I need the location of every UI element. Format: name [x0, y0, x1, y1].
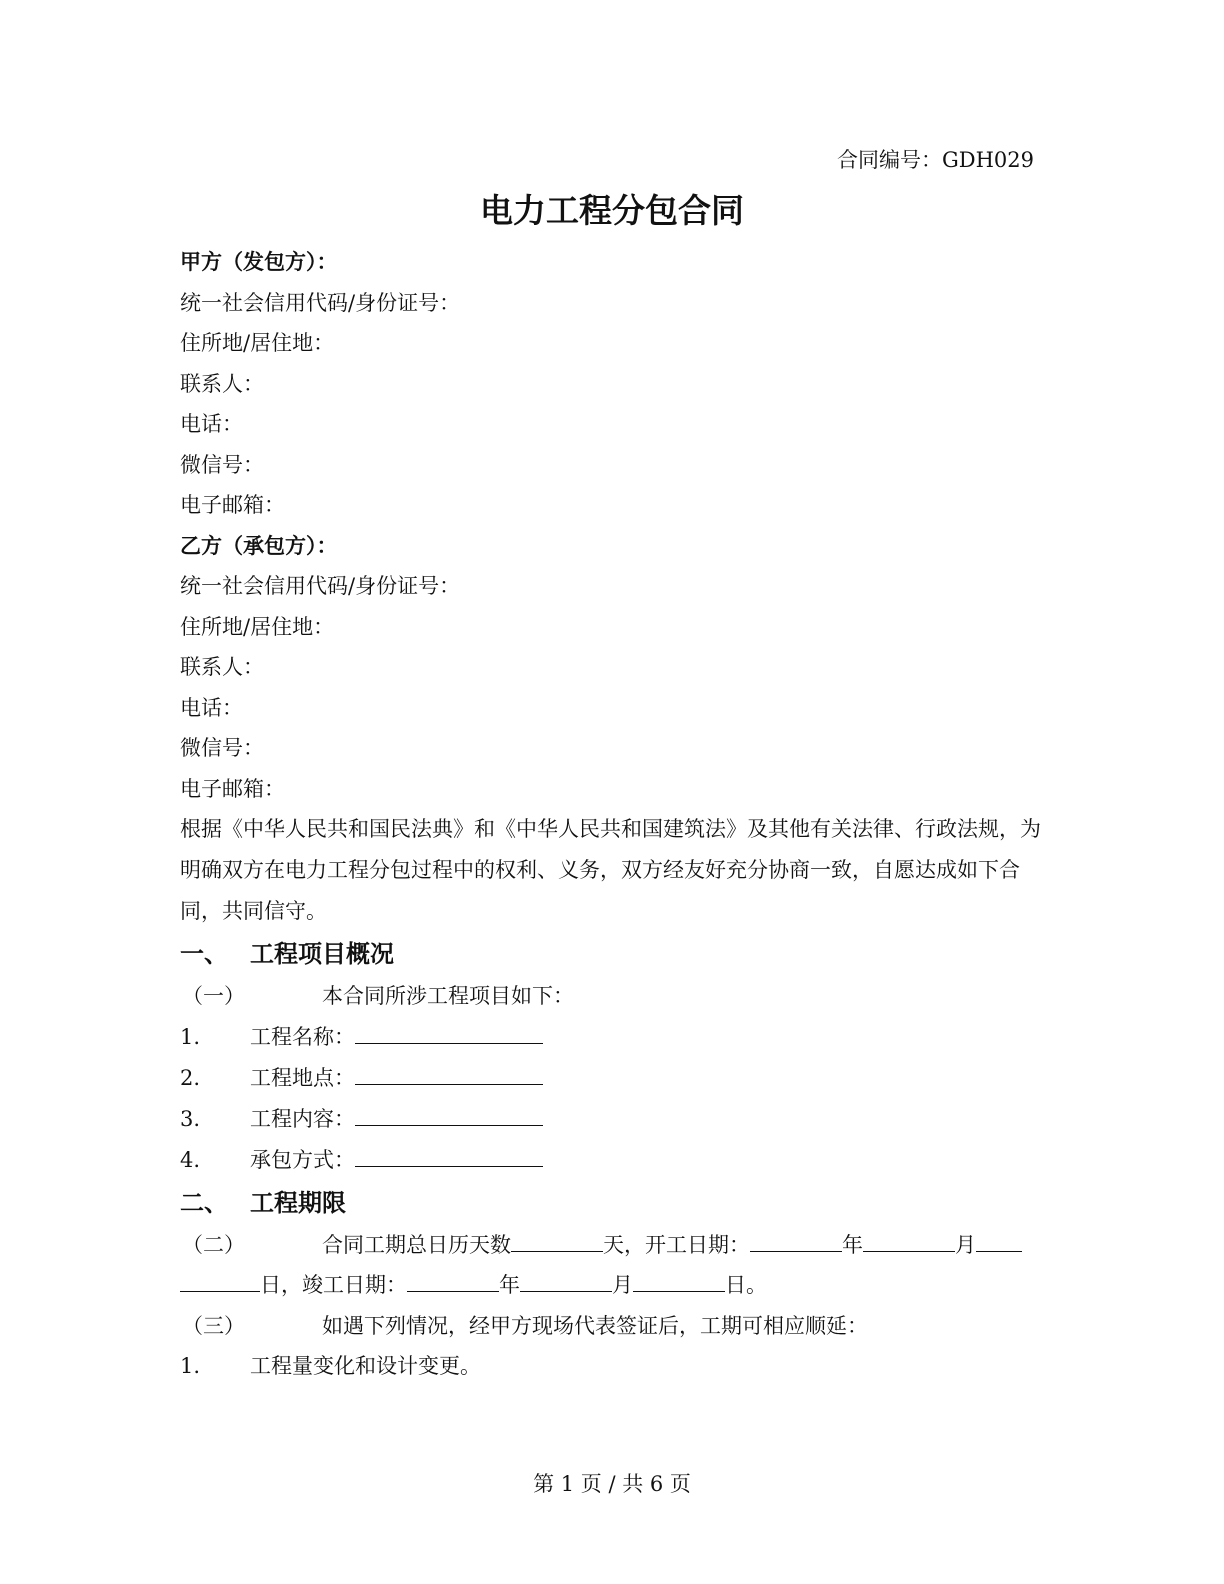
item-number: 4.: [180, 1147, 201, 1172]
section-title: 工程期限: [250, 1188, 346, 1217]
party-a-field: 统一社会信用代码/身份证号：: [180, 290, 461, 315]
subsection: [180, 1225, 1044, 1266]
fill-blank: [633, 1273, 725, 1292]
preamble-paragraph: 根据《中华人民共和国民法典》和《中华人民共和国建筑法》及其他有关法律、行政法规，为明确双方在电力工程分包过程中的权利、义务，双方经友好充分协商一致，自愿达成如下合同，共同信守。: [180, 817, 1041, 923]
list-item: [180, 1017, 1044, 1058]
document-title: 电力工程分包合同: [480, 191, 744, 230]
subsection-number: （三）: [182, 1313, 245, 1338]
fill-blank: [355, 1107, 543, 1126]
party-b-field: 电话：: [180, 695, 243, 720]
party-a-field: 电话：: [180, 412, 243, 436]
party-b-field: 住所地/居住地：: [180, 614, 335, 639]
subsection-text: 合同工期总日历天数: [322, 1232, 511, 1257]
subsection-text: 日。: [725, 1273, 767, 1297]
party-b-field: 微信号：: [180, 736, 264, 760]
subsection-text: 日，竣工日期：: [260, 1273, 407, 1297]
item-number: 1.: [180, 1024, 201, 1049]
document-body: [180, 242, 1044, 1387]
fill-blank: [511, 1233, 603, 1252]
item-number: 1.: [180, 1354, 201, 1378]
item-label: 工程地点：: [250, 1065, 355, 1090]
item-label: 工程内容：: [250, 1106, 355, 1131]
subsection-text: 年: [842, 1232, 863, 1257]
party-a-field: 电子邮箱：: [180, 493, 285, 517]
fill-blank: [863, 1233, 955, 1252]
section-heading: [180, 1181, 1044, 1225]
contract-number: 合同编号：GDH029: [836, 148, 1034, 172]
fill-blank: [355, 1025, 543, 1044]
fill-blank: [976, 1233, 1022, 1252]
fill-blank: [520, 1273, 612, 1292]
list-item: [180, 1346, 1044, 1387]
section-number: 一、: [180, 940, 228, 968]
party-b-field: 电子邮箱：: [180, 776, 285, 801]
subsection-text: 本合同所涉工程项目如下：: [322, 984, 574, 1008]
section-title: 工程项目概况: [250, 940, 394, 968]
subsection-text: 年: [499, 1273, 520, 1297]
party-b-heading: 乙方（承包方）：: [180, 533, 338, 558]
item-label: 工程名称：: [250, 1024, 355, 1049]
list-item: [180, 1058, 1044, 1099]
subsection: [180, 1306, 1044, 1347]
party-a-field: 微信号：: [180, 452, 264, 477]
list-item: [180, 1099, 1044, 1140]
subsection-text: 月: [612, 1273, 633, 1297]
section-heading: [180, 932, 1044, 976]
item-label: 承包方式：: [250, 1147, 355, 1172]
subsection-text: 天，开工日期：: [603, 1232, 750, 1257]
fill-blank: [407, 1273, 499, 1292]
fill-blank: [180, 1273, 260, 1292]
item-label: 工程量变化和设计变更。: [250, 1354, 481, 1378]
subsection-text: 如遇下列情况，经甲方现场代表签证后，工期可相应顺延：: [322, 1313, 868, 1338]
fill-blank: [750, 1233, 842, 1252]
party-a-field: 住所地/居住地：: [180, 331, 335, 355]
subsection-number: （一）: [182, 984, 245, 1008]
fill-blank: [355, 1066, 543, 1085]
subsection-text: 月: [955, 1232, 976, 1257]
party-a-field: 联系人：: [180, 371, 264, 396]
party-b-field: 联系人：: [180, 655, 264, 679]
page-footer: 第 1 页 / 共 6 页: [533, 1472, 691, 1496]
list-item: [180, 1140, 1044, 1181]
section-number: 二、: [180, 1188, 228, 1217]
party-b-field: 统一社会信用代码/身份证号：: [180, 574, 461, 598]
item-number: 2.: [180, 1065, 201, 1090]
subsection: [180, 976, 1044, 1017]
item-number: 3.: [180, 1106, 201, 1131]
subsection-number: （二）: [182, 1232, 245, 1257]
subsection-continuation: [180, 1265, 1044, 1306]
fill-blank: [355, 1148, 543, 1167]
party-a-heading: 甲方（发包方）：: [180, 250, 338, 274]
